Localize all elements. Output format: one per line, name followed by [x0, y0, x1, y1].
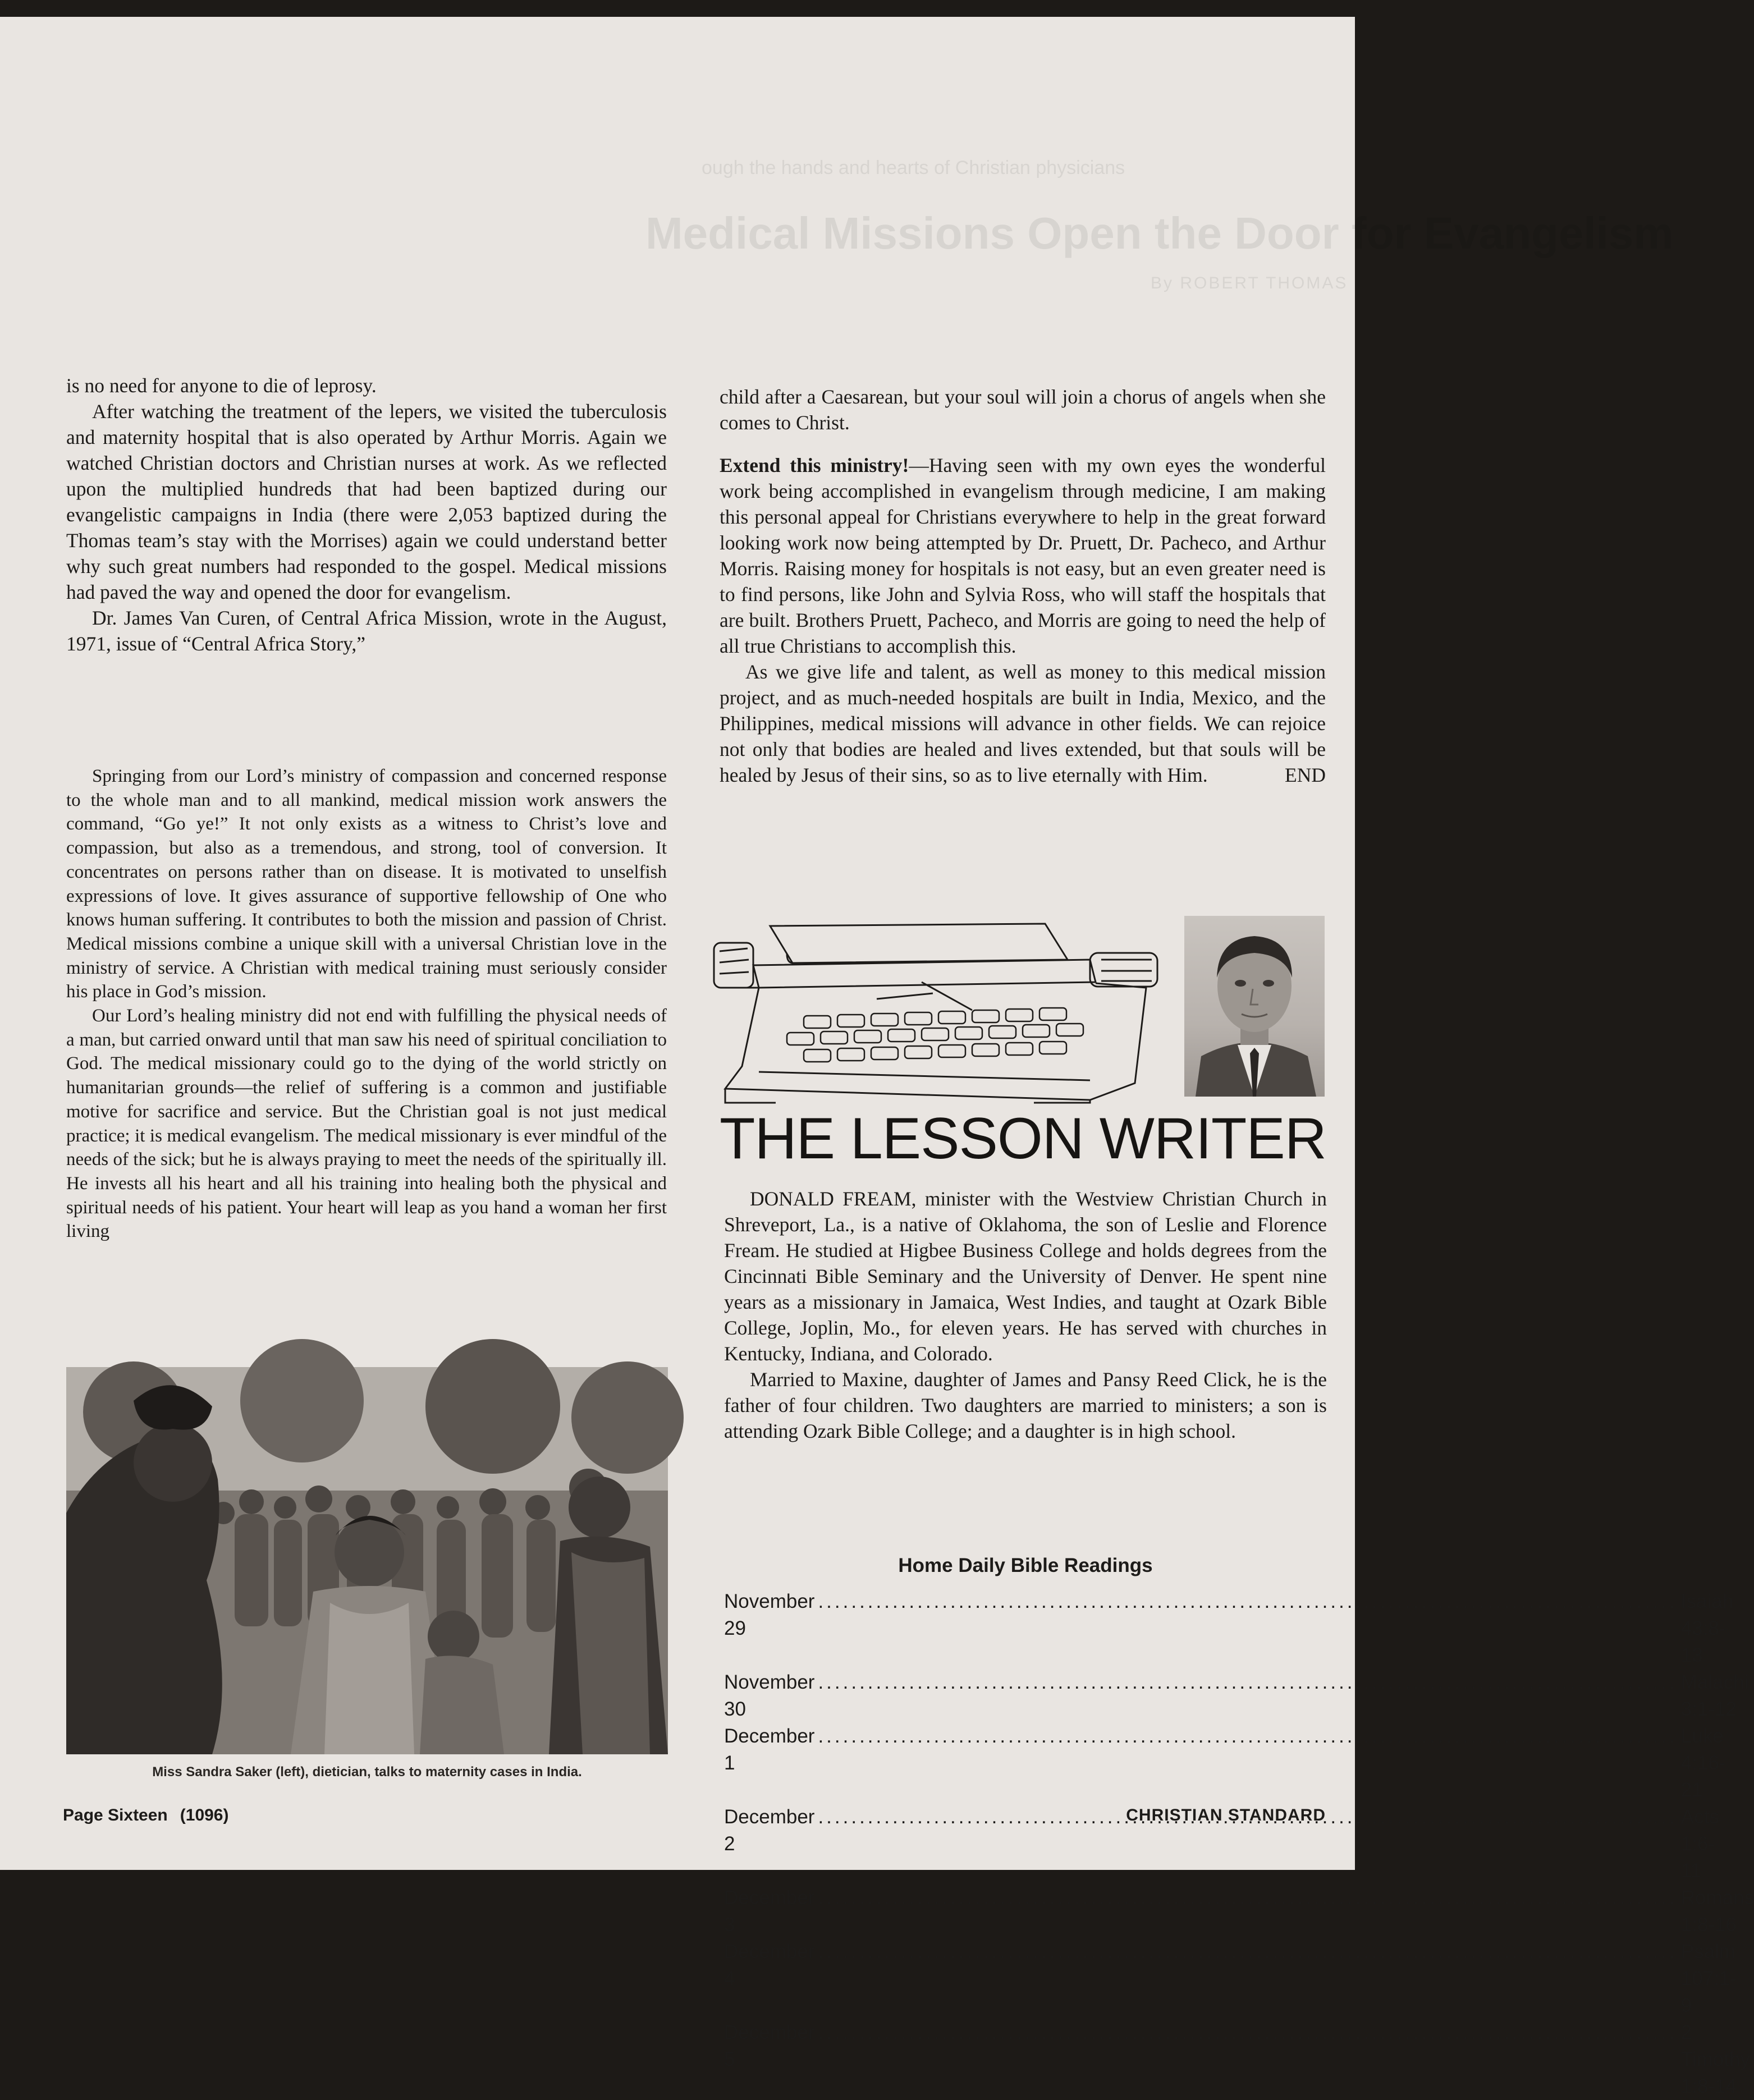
reading-date: December 4 — [724, 1941, 815, 1989]
closing-paragraph — [720, 659, 1326, 788]
reading-date: December 1 — [724, 1725, 815, 1774]
left-column — [66, 373, 667, 657]
reading-date: December 2 — [724, 1806, 815, 1855]
reading-date: December 5 — [724, 2021, 815, 2070]
reading-ref: Malachi 3:1-12 — [1680, 1671, 1749, 1720]
bible-readings — [724, 1555, 1754, 2100]
paragraph: child after a Caesarean, but your soul will join a chorus of angels when she comes to Christ. — [720, 386, 1326, 434]
reading-date: November 30 — [724, 1671, 815, 1720]
bleed-through-text — [645, 146, 1674, 303]
extend-heading: Extend this ministry! — [720, 454, 909, 476]
reading-date: December 3 — [724, 1887, 815, 1936]
bleed-line-1: ough the hands and hearts of Christian physicians — [702, 157, 1125, 178]
bio-paragraph: DONALD FREAM, minister with the Westview Christian Church in Shreveport, La., is a native of Oklahoma, the son of Leslie and Florence Fream. He studied at Higbee Business College and holds degrees from the Cincinnati Bible Seminary and the University of Denver. He spent nine years as a missionary in Jamaica, West Indies, and taught at Ozark Bible College, Joplin, Mo., for eleven years. He has served with churches in Kentucky, Indiana, and Colorado. — [724, 1187, 1327, 1365]
readings-title: Home Daily Bible Readings — [898, 1555, 1153, 1576]
extend-paragraph — [720, 452, 1326, 659]
photo-caption: Miss Sandra Saker (left), dietician, talks to maternity cases in India. — [152, 1764, 582, 1780]
page-number: (1096) — [180, 1806, 229, 1824]
reading-ref: Isaiah 43:8-13 — [1680, 1590, 1734, 1666]
extend-body: —Having seen with my own eyes the wonderful work being accomplished in evangelism through medicine, I am making this personal appeal for Christians everywhere to help in the great forward looking work now being attempted by Dr. Pruett, Dr. Pacheco, and Arthur Morris. Raising money for hospitals is not easy, but an even greater need is to find persons, like John and Sylvia Ross, who will staff the hospitals that are built. Brothers Pruett, Pacheco, and Morris are going to need the help of all true Christians to accomplish this. — [720, 454, 1326, 657]
portrait-illustration — [1184, 916, 1325, 1097]
reading-ref: 2 Timothy 1:8-14 — [1680, 2021, 1750, 2097]
reading-row — [724, 1669, 1749, 1723]
reading-row — [724, 1588, 1734, 1669]
reading-ref: Psalm 107:1-9 — [1680, 1941, 1737, 2016]
quote-paragraph: Springing from our Lord’s ministry of compassion and concerned response to the whole man and to all mankind, medical mission work answers the command, “Go ye!” It not only exists as a witness to Christ’s love and compassion, but also as a tremendous, and strong, tool of conversion. It concentrates on persons rather than on disease. It is motivated to unselfish expressions of love. It gives assurance of supportive fellowship of One who knows human suffering. It contributes to both the mission and passion of Christ. Medical missions combine a unique skill with a universal Christian love in the ministry of service. A Christian with medical training must seriously consider his place in God’s mission. — [66, 766, 667, 1002]
reading-row — [724, 1885, 1754, 1938]
lesson-writer-bio — [724, 1186, 1327, 1444]
page-label: Page Sixteen — [63, 1806, 168, 1824]
page-footer-left — [63, 1806, 228, 1825]
reading-row — [724, 1938, 1737, 2019]
magazine-page — [0, 17, 1754, 2097]
end-mark: END — [1285, 764, 1326, 786]
lesson-writer-title: THE LESSON WRITER — [720, 1106, 1326, 1171]
paragraph: is no need for anyone to die of leprosy. — [66, 374, 377, 397]
reading-ref: Luke 4:16-21 — [1680, 1725, 1726, 1801]
reading-ref: Acts 1:6-11 — [1680, 1806, 1719, 1882]
closing-text: As we give life and talent, as well as money to this medical mission project, and as much-needed hospitals are built in India, Mexico, and the Philippines, medical missions will advance in other fields. We can rejoice not only that bodies are healed and lives extended, but that souls will be healed by Jesus of their sins, so as to live eternally with Him. — [720, 661, 1326, 786]
paragraph: After watching the treatment of the lepers, we visited the tuberculosis and maternity hospital that is also operated by Arthur Morris. Again we watched Christian doctors and Christian nurses at work. As we reflected upon the multiplied hundreds that had been baptized during our evangelistic campaigns in India (there were 2,053 baptized during the Thomas team’s stay with the Morrises) again we could understand better why such great numbers had responded to the gospel. Medical missions had paved the way and opened the door for evangelism. — [66, 400, 667, 603]
reading-row — [724, 2019, 1750, 2100]
paragraph: Dr. James Van Curen, of Central Africa Mission, wrote in the August, 1971, issue of “Central Africa Story,” — [66, 607, 667, 655]
block-quote — [66, 764, 667, 1244]
reading-row — [724, 1723, 1726, 1804]
quote-paragraph: Our Lord’s healing ministry did not end with fulfilling the physical needs of a man, but carried onward until that man saw his need of spiritual conciliation to God. The medical missionary could go to the dying of the world strictly on humanitarian grounds—the relief of suffering is a common and justifiable motive for sacrifice and service. But the Christian goal is not just medical practice; it is medical evangelism. The medical missionary is ever mindful of the needs of the sick; but he is always praying to meet the needs of the spiritually ill. He invests all his heart and all his training into healing both the physical and spiritual needs of his patient. Your heart will leap as you hand a woman her first living — [66, 1006, 667, 1242]
maternity-photo — [66, 1367, 668, 1754]
reading-date: November 29 — [724, 1590, 815, 1639]
bleed-line-3: By ROBERT THOMAS — [1151, 274, 1348, 292]
publication-name: CHRISTIAN STANDARD — [1126, 1806, 1326, 1824]
bleed-line-2: Medical Missions Open the Door for Evangelism — [645, 208, 1674, 258]
typewriter-illustration — [708, 920, 1180, 1106]
reading-ref: Romans 1:8-16 — [1680, 1887, 1754, 1936]
photo-illustration — [66, 1367, 668, 1754]
author-portrait — [1184, 916, 1325, 1097]
bio-paragraph: Married to Maxine, daughter of James and Pansy Reed Click, he is the father of four children. Two daughters are married to ministers; a son is attending Ozark Bible College; and a daughter is in high school. — [724, 1368, 1327, 1442]
right-column — [720, 384, 1326, 788]
